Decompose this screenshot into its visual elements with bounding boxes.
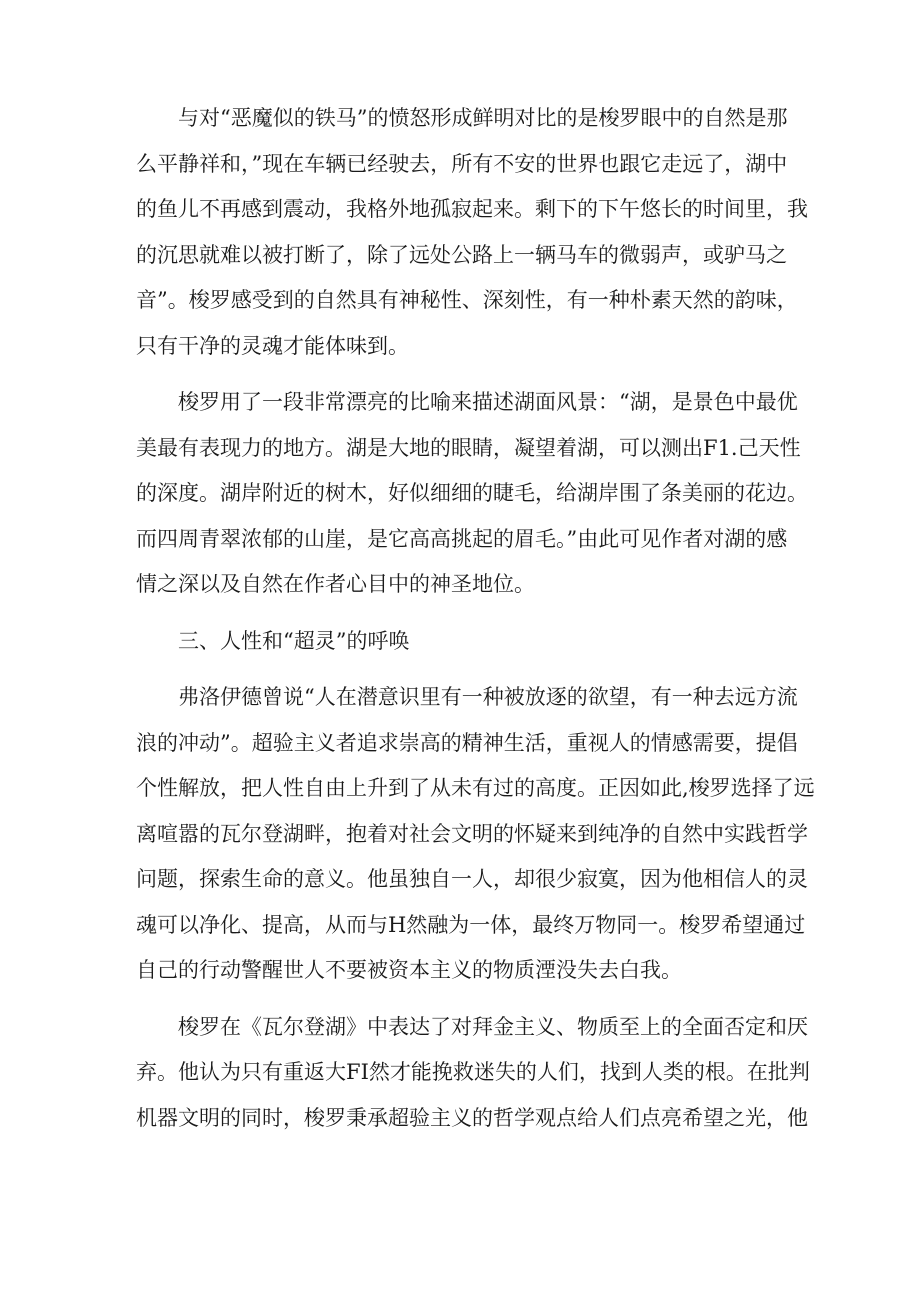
text-line: 个性解放，把人性自由上升到了从未有过的高度。正因如此,梭罗选择了远	[136, 776, 815, 800]
paragraph-spacer	[136, 664, 796, 675]
text-line: 梭罗在《瓦尔登湖》中表达了对拜金主义、物质至上的全面否定和厌	[178, 1014, 808, 1039]
paragraph	[136, 380, 808, 608]
text-line: 的沉思就难以被打断了，除了远处公路上一辆马车的微弱声，或驴马之	[136, 242, 787, 267]
text-line: 情之深以及自然在作者心目中的神圣地位。	[136, 572, 535, 596]
text-line: 与对“恶魔似的铁马”的愤怒形成鲜明对比的是梭罗眼中的自然是那	[178, 106, 788, 130]
text-line: 机器文明的同时，梭罗秉承超验主义的哲学观点给人们点亮希望之光，他	[136, 1105, 808, 1130]
paragraph-spacer	[136, 608, 796, 619]
text-line: 自己的行动警醒世人不要被资本主义的物质湮没失去白我。	[136, 958, 682, 982]
text-line: 离喧嚣的瓦尔登湖畔，抱着对社会文明的怀疑来到纯净的自然中实践哲学	[136, 821, 808, 846]
text-line: 只有干净的灵魂才能体味到。	[136, 333, 409, 358]
text-line: 的深度。湖岸附近的树木，好似细细的睫毛，给湖岸围了条美丽的花边。	[136, 481, 808, 505]
text-line: 么平静祥和，”现在车辆已经驶去，所有不安的世界也跟它走远了，湖中	[136, 151, 788, 176]
text-line: 音”。梭罗感受到的自然具有神秘性、深刻性，有一种朴素天然的韵味，	[136, 288, 798, 312]
paragraph-spacer	[136, 369, 796, 380]
text-line: 问题，探索生命的意义。他虽独自一人，却很少寂寞，因为他相信人的灵	[136, 867, 808, 891]
text-line: 美最有表现力的地方。湖是大地的眼睛，凝望着湖，可以测出F1.己天性	[136, 435, 801, 460]
text-line: 的鱼儿不再感到震动，我格外地孤寂起来。剩下的下午悠长的时间里，我	[136, 197, 808, 221]
paragraph	[136, 96, 808, 369]
text-line: 梭罗用了一段非常漂亮的比喻来描述湖面风景：“湖，是景色中最优	[178, 390, 798, 414]
text-line: 而四周青翠浓郁的山崖，是它高高挑起的眉毛。”由此可见作者对湖的感	[136, 526, 788, 551]
document-body	[136, 96, 815, 1141]
text-line: 魂可以净化、提高，从而与H然融为一体，最终万物同一。梭罗希望通过	[136, 912, 806, 937]
text-line: 弗洛伊德曾说“人在潜意识里有一种被放逐的欲望，有一种去远方流	[178, 685, 798, 709]
paragraph	[136, 675, 815, 994]
text-line: 弃。他认为只有重返大FI然才能挽救迷失的人们，找到人类的根。在批判	[136, 1060, 810, 1084]
paragraph	[136, 1005, 810, 1142]
text-line: 浪的冲动”。超验主义者追求崇高的精神生活，重视人的情感需要，提倡	[136, 730, 798, 755]
paragraph-spacer	[136, 994, 796, 1005]
section-heading	[136, 619, 796, 665]
heading-text: 三、人性和“超灵”的呼唤	[178, 628, 410, 653]
